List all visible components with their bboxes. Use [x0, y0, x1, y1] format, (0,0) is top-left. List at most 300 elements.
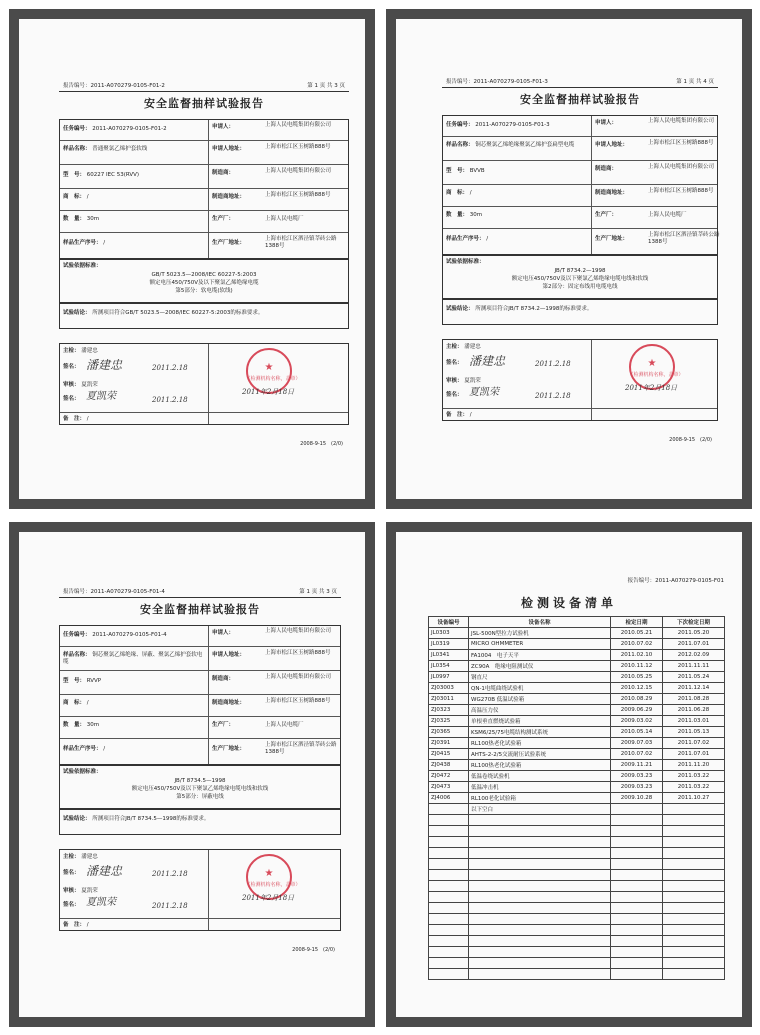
table-cell — [429, 892, 469, 903]
table-cell — [469, 881, 611, 892]
equipment-report-no-label: 报告编号： — [627, 578, 656, 584]
table-cell: 2011.10.27 — [663, 793, 725, 804]
table-cell: KSM6/25/75电缆结构测试系统 — [469, 727, 611, 738]
table-cell — [469, 826, 611, 837]
table-cell: 2009.11.21 — [611, 760, 663, 771]
table-cell — [429, 837, 469, 848]
equipment-list-paper — [396, 532, 742, 1017]
row-divider — [443, 206, 717, 207]
table-cell — [611, 848, 663, 859]
table-cell — [469, 936, 611, 947]
trademark-label: 商 标： — [63, 194, 86, 200]
sign-label: 签名： — [63, 396, 80, 402]
task-no: 2011-A070279-0105-F01-3 — [475, 122, 550, 128]
trademark: / — [86, 194, 89, 200]
conclusion-label: 试验结论： — [63, 816, 91, 822]
table-cell — [663, 859, 725, 870]
table-cell — [469, 925, 611, 936]
inspector: 潘建忠 — [464, 344, 481, 350]
report-no: 2011-A070279-0105-F01-2 — [90, 83, 165, 89]
table-cell — [469, 848, 611, 859]
table-cell: 2011.12.14 — [663, 683, 725, 694]
task-no-label: 任务编号： — [446, 122, 474, 128]
table-cell: ZJ0323 — [429, 705, 469, 716]
row-divider — [443, 160, 717, 161]
model: RVVP — [86, 678, 102, 684]
table-cell: 2011.03.22 — [663, 782, 725, 793]
table-cell: ZC90A 绝缘电阻测试仪 — [469, 661, 611, 672]
page-info: 第 1 页 共 3 页 — [307, 83, 345, 89]
report-no-label: 报告编号： — [63, 83, 91, 89]
conclusion-label: 试验结论： — [63, 310, 91, 316]
basis-line-3: 第5部分：屏蔽电线 — [176, 794, 224, 800]
applicant-label: 申请人： — [212, 124, 235, 130]
applicant-addr: 上海市松江区玉树路888号 — [265, 650, 331, 656]
row-divider — [60, 140, 348, 141]
table-cell — [663, 881, 725, 892]
table-cell — [663, 947, 725, 958]
table-cell: 2011.03.01 — [663, 716, 725, 727]
reviewer-signature: 夏凯荣 — [86, 391, 116, 402]
report-footer: 2008-9-15 (2/0) — [669, 437, 712, 443]
table-cell — [611, 936, 663, 947]
sign-label: 签名： — [63, 364, 80, 370]
row-divider — [60, 232, 348, 233]
task-no-label: 任务编号： — [63, 632, 91, 638]
table-cell: 2010.05.21 — [611, 628, 663, 639]
basis-label: 试验依据标准： — [446, 259, 485, 265]
table-cell: 2009.06.29 — [611, 705, 663, 716]
quantity: 30m — [86, 722, 100, 728]
table-cell — [663, 815, 725, 826]
conclusion-box — [59, 809, 341, 835]
task-no: 2011-A070279-0105-F01-4 — [92, 632, 167, 638]
table-cell — [611, 826, 663, 837]
inspector-label: 主检： — [63, 348, 80, 354]
table-row — [429, 881, 725, 892]
table-cell: ZJ03011 — [429, 694, 469, 705]
report-header — [59, 587, 341, 598]
table-cell: 2011.11.20 — [663, 760, 725, 771]
applicant-label: 申请人： — [212, 630, 235, 636]
maker-addr-label: 制造商地址： — [212, 194, 246, 200]
maker-addr: 上海市松江区玉树路888号 — [265, 698, 331, 704]
paper — [19, 19, 365, 499]
report-no-label: 报告编号： — [446, 79, 474, 85]
conclusion-box — [59, 303, 349, 329]
report-footer: 2008-9-15 (2/0) — [300, 441, 343, 447]
row-divider — [60, 646, 340, 647]
table-cell: FA1004 电子天平 — [469, 650, 611, 661]
table-cell — [663, 870, 725, 881]
table-row — [429, 826, 725, 837]
lot-label: 样品生产序号： — [446, 236, 485, 242]
table-cell — [429, 936, 469, 947]
applicant-addr-label: 申请人地址： — [212, 146, 246, 152]
table-cell: ZJ0472 — [429, 771, 469, 782]
table-cell — [663, 804, 725, 815]
row-divider — [443, 228, 717, 229]
stamp-note: （检测机构名称，盖章） — [245, 882, 301, 888]
table-cell: 2010.07.02 — [611, 749, 663, 760]
table-cell — [429, 947, 469, 958]
paper — [19, 532, 365, 1017]
remarks-label: 备 注： — [63, 922, 86, 928]
table-cell: 2009.03.23 — [611, 782, 663, 793]
report-main-box — [442, 115, 718, 255]
equipment-header-cell: 检定日期 — [611, 617, 663, 628]
table-cell — [663, 848, 725, 859]
sample-name: 铜芯聚氯乙烯绝缘聚氯乙烯护套扁型电缆 — [475, 142, 575, 148]
report-header — [59, 81, 349, 92]
table-row — [429, 661, 725, 672]
table-cell: ZJ0473 — [429, 782, 469, 793]
table-row — [429, 859, 725, 870]
table-cell: 2011.07.02 — [663, 738, 725, 749]
table-row — [429, 771, 725, 782]
table-cell — [429, 881, 469, 892]
quantity-label: 数 量： — [63, 216, 86, 222]
table-cell: JL0319 — [429, 639, 469, 650]
inspector-sign-date: 2011.2.18 — [152, 870, 188, 878]
factory-addr-label: 生产厂地址： — [212, 746, 246, 752]
table-row — [429, 870, 725, 881]
remarks: / — [469, 412, 472, 418]
table-cell: 2010.05.25 — [611, 672, 663, 683]
table-cell: 2011.05.13 — [663, 727, 725, 738]
table-cell: 2010.08.29 — [611, 694, 663, 705]
lot-label: 样品生产序号： — [63, 240, 102, 246]
table-cell: 低温冲击机 — [469, 782, 611, 793]
basis-line-3: 第5部分：软电缆(软线) — [175, 288, 233, 294]
row-divider — [60, 412, 348, 413]
equipment-header-cell: 设备编号 — [429, 617, 469, 628]
table-row — [429, 804, 725, 815]
report-main-box — [59, 625, 341, 765]
reviewer-label: 审核： — [63, 888, 80, 894]
table-cell — [663, 837, 725, 848]
table-cell: ZJ4006 — [429, 793, 469, 804]
basis-line-2: 额定电压450/750V及以下聚氯乙烯绝缘电缆电线和软线 — [511, 276, 649, 282]
report-footer: 2008-9-15 (2/0) — [292, 947, 335, 953]
factory: 上海人民电缆厂 — [648, 212, 687, 218]
photo-frame-top-left — [9, 9, 375, 509]
reviewer-signature: 夏凯荣 — [469, 387, 499, 398]
table-cell: 2009.03.23 — [611, 771, 663, 782]
table-row — [429, 760, 725, 771]
inspector-signature: 潘建忠 — [86, 864, 123, 878]
applicant-label: 申请人： — [595, 120, 618, 126]
basis-line-1: JB/T 8734.5—1998 — [174, 778, 226, 784]
table-cell: 以下空白 — [469, 804, 611, 815]
table-row — [429, 705, 725, 716]
basis-line-3: 第2部分：固定布线用电缆电线 — [542, 284, 618, 290]
basis-line-1: GB/T 5023.5—2008/IEC 60227-5:2003 — [151, 272, 257, 278]
inspector-sign-date: 2011.2.18 — [152, 364, 188, 372]
applicant: 上海人民电缆集团有限公司 — [265, 122, 332, 128]
conclusion: 所测项目符合JB/T 8734.2—1998的标准要求。 — [475, 306, 593, 312]
quantity-label: 数 量： — [446, 212, 469, 218]
reviewer: 夏凯荣 — [81, 888, 98, 894]
seal-star-icon: ★ — [647, 358, 657, 369]
report-no-label: 报告编号： — [63, 589, 91, 595]
trademark: / — [469, 190, 472, 196]
basis-box — [442, 255, 718, 299]
reviewer-sign-date: 2011.2.18 — [152, 902, 188, 910]
table-cell — [663, 958, 725, 969]
photo-frame-bottom-right — [386, 522, 752, 1027]
table-cell: 2009.10.28 — [611, 793, 663, 804]
table-cell — [611, 815, 663, 826]
maker-addr: 上海市松江区玉树路888号 — [648, 188, 714, 194]
table-cell — [469, 969, 611, 980]
table-cell — [469, 892, 611, 903]
table-cell: AHTS-2-2/5交流耐压试验系统 — [469, 749, 611, 760]
conclusion: 所测项目符合GB/T 5023.5—2008/IEC 60227-5:2003的标准要求。 — [92, 310, 264, 316]
row-divider — [60, 738, 340, 739]
table-cell — [611, 969, 663, 980]
basis-line-2: 额定电压450/750V及以下聚氯乙烯绝缘电缆电线和软线 — [131, 786, 269, 792]
lot: / — [486, 236, 489, 242]
factory-label: 生产厂： — [595, 212, 618, 218]
row-divider — [60, 694, 340, 695]
table-cell: ZJ03003 — [429, 683, 469, 694]
maker-addr-label: 制造商地址： — [212, 700, 246, 706]
table-cell — [429, 969, 469, 980]
table-cell — [663, 936, 725, 947]
table-cell: RL100热老化试验箱 — [469, 738, 611, 749]
table-cell: 低温卷绕试验机 — [469, 771, 611, 782]
trademark-label: 商 标： — [63, 700, 86, 706]
table-cell: 2010.12.15 — [611, 683, 663, 694]
table-cell — [611, 925, 663, 936]
basis-box — [59, 259, 349, 303]
table-cell: 2011.07.01 — [663, 749, 725, 760]
table-cell — [429, 903, 469, 914]
table-cell — [429, 914, 469, 925]
inspector-sign-date: 2011.2.18 — [535, 360, 571, 368]
applicant: 上海人民电缆集团有限公司 — [648, 118, 715, 124]
inspector-label: 主检： — [446, 344, 463, 350]
table-cell — [663, 969, 725, 980]
table-cell: 2010.11.12 — [611, 661, 663, 672]
table-cell — [663, 914, 725, 925]
task-no-label: 任务编号： — [63, 126, 91, 132]
model-label: 型 号： — [63, 172, 86, 178]
lot-label: 样品生产序号： — [63, 746, 102, 752]
remarks-label: 备 注： — [63, 416, 86, 422]
trademark: / — [86, 700, 89, 706]
table-row — [429, 793, 725, 804]
sample-name-label: 样品名称： — [446, 142, 474, 148]
table-cell: JL0303 — [429, 628, 469, 639]
table-cell: ZJ0391 — [429, 738, 469, 749]
table-cell — [429, 925, 469, 936]
table-row — [429, 815, 725, 826]
report-header — [442, 77, 718, 88]
page-info: 第 1 页 共 3 页 — [299, 589, 337, 595]
equipment-list-title: 检测设备清单 — [520, 596, 617, 610]
table-cell — [663, 826, 725, 837]
table-cell: JSL-500N型拉力试验机 — [469, 628, 611, 639]
report-no: 2011-A070279-0105-F01-3 — [473, 79, 548, 85]
table-cell: QN-1电缆曲绕试验机 — [469, 683, 611, 694]
reviewer: 夏凯荣 — [81, 382, 98, 388]
table-cell — [469, 903, 611, 914]
applicant-addr: 上海市松江区玉树路888号 — [648, 140, 714, 146]
seal-star-icon: ★ — [264, 362, 274, 373]
table-cell: WG270B 低温试验箱 — [469, 694, 611, 705]
row-divider — [60, 164, 348, 165]
table-cell: 2009.03.02 — [611, 716, 663, 727]
table-cell — [663, 925, 725, 936]
applicant-addr: 上海市松江区玉树路888号 — [265, 144, 331, 150]
table-cell — [611, 870, 663, 881]
model-label: 型 号： — [63, 678, 86, 684]
table-cell — [469, 837, 611, 848]
stamp-date: 2011年2月18日 — [242, 388, 295, 396]
factory-addr-label: 生产厂地址： — [595, 236, 629, 242]
table-cell — [429, 958, 469, 969]
table-cell — [663, 892, 725, 903]
trademark-label: 商 标： — [446, 190, 469, 196]
basis-label: 试验依据标准： — [63, 769, 102, 775]
table-row — [429, 727, 725, 738]
factory-addr: 上海市松江区泗泾镇莘砖公路1388号 — [648, 232, 720, 245]
table-cell: 2010.05.14 — [611, 727, 663, 738]
table-cell: RL100热老化试验箱 — [469, 760, 611, 771]
table-cell — [663, 903, 725, 914]
table-cell: 2011.07.01 — [663, 639, 725, 650]
model: BVVB — [469, 168, 485, 174]
inspector-signature: 潘建忠 — [469, 354, 506, 368]
factory-addr-label: 生产厂地址： — [212, 240, 246, 246]
table-row — [429, 892, 725, 903]
basis-label: 试验依据标准： — [63, 263, 102, 269]
table-row — [429, 639, 725, 650]
conclusion-box — [442, 299, 718, 325]
reviewer-label: 审核： — [63, 382, 80, 388]
table-row — [429, 628, 725, 639]
table-cell: 2011.11.11 — [663, 661, 725, 672]
table-row — [429, 650, 725, 661]
table-cell — [469, 914, 611, 925]
table-cell — [429, 848, 469, 859]
table-row — [429, 837, 725, 848]
task-no: 2011-A070279-0105-F01-2 — [92, 126, 167, 132]
row-divider — [443, 136, 717, 137]
signature-box — [59, 343, 349, 425]
maker-label: 制造商： — [212, 676, 235, 682]
sign-label: 签名： — [446, 360, 463, 366]
inspector: 潘建忠 — [81, 854, 98, 860]
table-cell — [429, 870, 469, 881]
factory: 上海人民电缆厂 — [265, 216, 304, 222]
sample-name-label: 样品名称： — [63, 652, 91, 658]
applicant-addr-label: 申请人地址： — [212, 652, 246, 658]
maker-label: 制造商： — [212, 170, 235, 176]
reviewer-sign-date: 2011.2.18 — [535, 392, 571, 400]
inspector-label: 主检： — [63, 854, 80, 860]
sample-name-label: 样品名称： — [63, 146, 91, 152]
row-divider — [60, 716, 340, 717]
table-row — [429, 749, 725, 760]
table-cell — [429, 815, 469, 826]
factory-addr: 上海市松江区泗泾镇莘砖公路1388号 — [265, 236, 337, 249]
table-cell: 2011.02.10 — [611, 650, 663, 661]
table-cell — [611, 947, 663, 958]
factory-addr: 上海市松江区泗泾镇莘砖公路1388号 — [265, 742, 337, 755]
sign-label: 签名： — [446, 392, 463, 398]
equipment-header-cell: 设备名称 — [469, 617, 611, 628]
table-cell: 钢直尺 — [469, 672, 611, 683]
table-row — [429, 694, 725, 705]
basis-box — [59, 765, 341, 809]
sample-name: 铜芯聚氯乙烯绝缘、屏蔽、聚氯乙烯护套软电缆 — [63, 652, 203, 665]
stamp-date: 2011年2月18日 — [242, 894, 295, 902]
report-main-box — [59, 119, 349, 259]
reviewer-label: 审核： — [446, 378, 463, 384]
reviewer: 夏凯荣 — [464, 378, 481, 384]
inspector: 潘建忠 — [81, 348, 98, 354]
table-cell: 高温压力仪 — [469, 705, 611, 716]
table-row — [429, 903, 725, 914]
table-row — [429, 958, 725, 969]
table-row — [429, 738, 725, 749]
row-divider — [60, 210, 348, 211]
basis-line-2: 额定电压450/750V及以下聚氯乙烯绝缘电缆 — [149, 280, 259, 286]
factory: 上海人民电缆厂 — [265, 722, 304, 728]
sign-label: 签名： — [63, 870, 80, 876]
table-row — [429, 947, 725, 958]
row-divider — [60, 670, 340, 671]
conclusion: 所测项目符合JB/T 8734.5—1998的标准要求。 — [92, 816, 210, 822]
equipment-header-cell: 下次检定日期 — [663, 617, 725, 628]
table-cell: 2011.05.20 — [663, 628, 725, 639]
remarks: / — [86, 416, 89, 422]
table-cell: JL0341 — [429, 650, 469, 661]
table-cell: 2011.06.28 — [663, 705, 725, 716]
maker-addr: 上海市松江区玉树路888号 — [265, 192, 331, 198]
remarks: / — [86, 922, 89, 928]
factory-label: 生产厂： — [212, 216, 235, 222]
signature-box — [442, 339, 718, 421]
table-cell — [611, 804, 663, 815]
photo-frame-top-right — [386, 9, 752, 509]
conclusion-label: 试验结论： — [446, 306, 474, 312]
report-sheet — [442, 77, 718, 457]
table-cell — [469, 815, 611, 826]
stamp-note: （检测机构名称，盖章） — [245, 376, 301, 382]
sample-name: 普通聚氯乙烯护套软线 — [92, 146, 148, 152]
table-cell — [611, 903, 663, 914]
table-cell: 2009.07.03 — [611, 738, 663, 749]
model-label: 型 号： — [446, 168, 469, 174]
table-cell: 2011.03.22 — [663, 771, 725, 782]
table-cell — [429, 859, 469, 870]
maker: 上海人民电缆集团有限公司 — [265, 674, 332, 680]
table-row — [429, 925, 725, 936]
table-row — [429, 782, 725, 793]
row-divider — [60, 918, 340, 919]
reviewer-signature: 夏凯荣 — [86, 897, 116, 908]
quantity-label: 数 量： — [63, 722, 86, 728]
stamp-date: 2011年2月18日 — [625, 384, 678, 392]
table-cell: 2012.02.09 — [663, 650, 725, 661]
model: 60227 IEC 53(RVV) — [86, 172, 140, 178]
basis-line-1: JB/T 8734.2—1998 — [554, 268, 606, 274]
maker: 上海人民电缆集团有限公司 — [265, 168, 332, 174]
